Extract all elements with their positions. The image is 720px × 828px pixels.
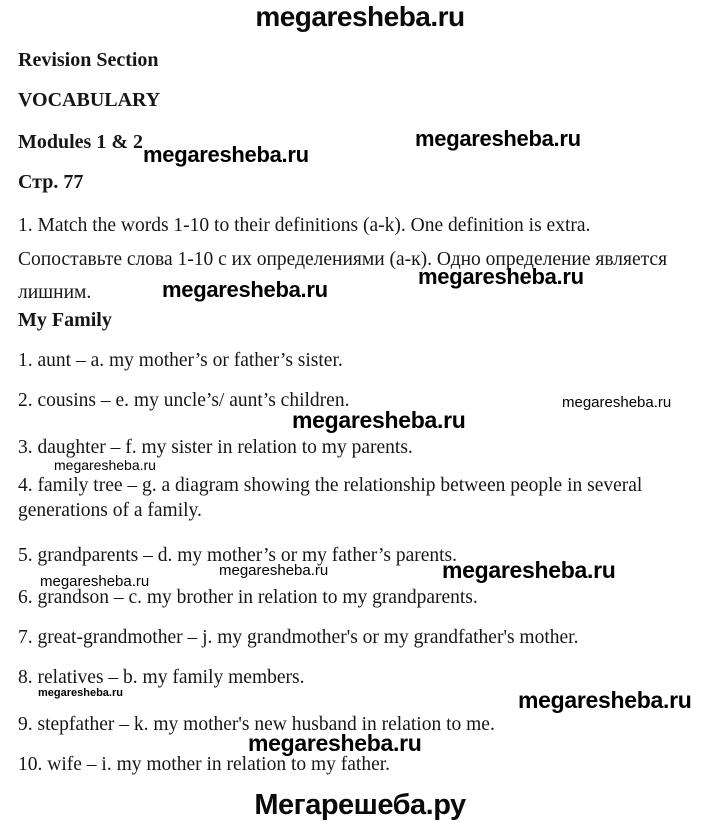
vocab-item-1: 1. aunt – a. my mother’s or father’s sister. [18,350,343,371]
watermark: megaresheba.ru [40,573,150,590]
vocab-item-4-line-1: 4. family tree – g. a diagram showing the relationship between people in several [18,475,643,496]
vocab-item-4-line-2: generations of a family. [18,500,202,521]
heading-vocabulary: VOCABULARY [18,89,161,111]
watermark: megaresheba.ru [418,264,584,289]
section-title-my-family: My Family [18,309,112,331]
watermark: megaresheba.ru [162,277,328,302]
vocab-item-10: 10. wife – i. my mother in relation to my father. [18,754,391,775]
vocab-item-5: 5. grandparents – d. my mother’s or my father’s parents. [18,545,458,566]
watermark: megaresheba.ru [38,687,123,699]
watermark: megaresheba.ru [54,457,156,473]
watermark: megaresheba.ru [562,394,672,411]
task-instructions [18,209,708,310]
watermark: megaresheba.ru [415,126,581,151]
heading-revision-section: Revision Section [18,49,159,71]
site-title-top: megaresheba.ru [255,1,465,32]
vocab-item-3: 3. daughter – f. my sister in relation to my parents. [18,437,413,458]
watermark: megaresheba.ru [219,562,329,579]
task-line: лишним. [18,282,92,303]
vocab-item-7: 7. great-grandmother – j. my grandmother's or my grandfather's mother. [18,627,579,648]
watermark: megaresheba.ru [248,730,422,756]
watermark: megaresheba.ru [292,407,466,433]
vocab-item-6: 6. grandson – c. my brother in relation to my grandparents. [18,587,478,608]
watermark: megaresheba.ru [518,687,692,713]
task-line: 1. Match the words 1-10 to their definitions (a-k). One definition is extra. [18,215,591,236]
heading-modules: Modules 1 & 2 [18,131,143,153]
site-title-bottom: Мегарешеба.ру [254,789,466,821]
heading-page-ref: Стр. 77 [18,171,84,193]
watermark: megaresheba.ru [442,557,616,583]
vocab-item-2: 2. cousins – e. my uncle’s/ aunt’s children. [18,390,350,411]
task-line: Сопоставьте слова 1-10 с их определениями (а-к). Одно определение является [18,248,668,270]
vocab-item-9: 9. stepfather – k. my mother's new husband in relation to me. [18,714,495,735]
watermark: megaresheba.ru [143,142,309,167]
vocab-item-8: 8. relatives – b. my family members. [18,667,305,688]
